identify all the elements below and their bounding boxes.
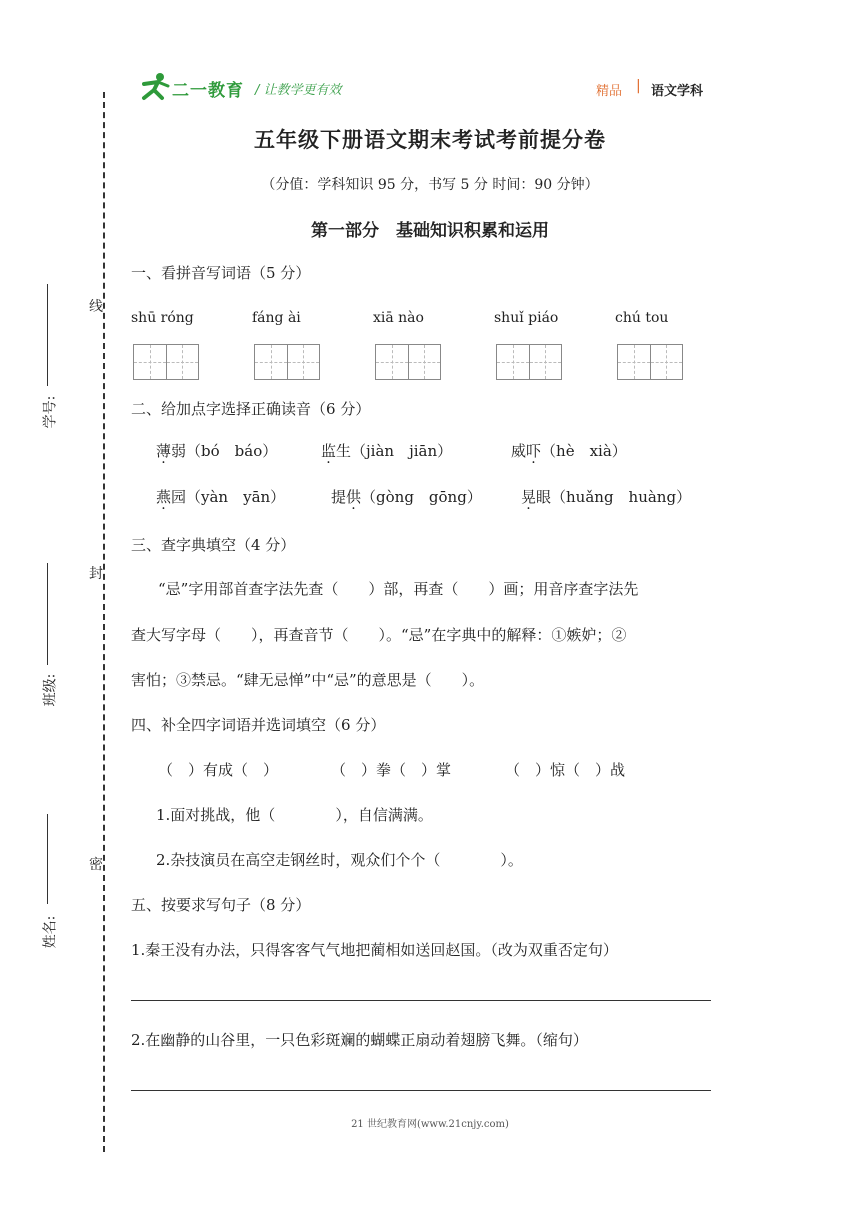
page-title: 五年级下册语文期末考试考前提分卷: [254, 128, 606, 152]
pinyin-3: xiā nào: [373, 310, 424, 326]
pinyin-1: shū róng: [131, 310, 194, 326]
reading-item: 晃眼（huǎng huàng）: [521, 488, 692, 506]
q4-sentence-2: 2.杂技演员在高空走钢丝时，观众们个个（ ）。: [156, 851, 523, 869]
class-line[interactable]: [47, 563, 48, 665]
subject-tag: 语文学科: [651, 84, 704, 99]
reading-item: 威吓（hè xià）: [511, 442, 627, 460]
q3-text-line3: 害怕；③禁忌。“肆无忌惮”中“忌”的意思是（ ）。: [131, 671, 485, 689]
answer-line[interactable]: [131, 1090, 711, 1091]
q5-sentence-2: 2.在幽静的山谷里，一只色彩斑斓的蝴蝶正扇动着翅膀飞舞。（缩句）: [131, 1031, 588, 1049]
page-footer: 21 世纪教育网(www.21cnjy.com): [351, 1119, 509, 1130]
reading-item: 燕园（yàn yān）: [156, 488, 286, 506]
q3-text-line2: 查大写字母（ ），再查音节（ ）。“忌”在字典中的解释：①嫉妒；②: [131, 626, 627, 644]
pinyin-4: shuǐ piáo: [494, 310, 559, 326]
student-id-line[interactable]: [47, 284, 48, 386]
reading-item: 监生（jiàn jiān）: [321, 442, 453, 460]
q4-heading: 四、补全四字词语并选词填空（6 分）: [131, 716, 386, 734]
tag-separator: |: [636, 78, 641, 94]
q1-heading: 一、看拼音写词语（5 分）: [131, 264, 311, 282]
quality-tag: 精品: [596, 84, 623, 99]
q5-heading: 五、按要求写句子（8 分）: [131, 896, 311, 914]
binding-line: [103, 92, 105, 1152]
reading-item: 提供（gòng gōng）: [331, 488, 482, 506]
writing-grid[interactable]: [617, 344, 683, 380]
part-heading: 第一部分 基础知识积累和运用: [311, 221, 549, 241]
binding-char-feng: 封: [89, 557, 103, 589]
student-id-label: 学号:: [42, 395, 59, 429]
answer-line[interactable]: [131, 1000, 711, 1001]
reading-item: 薄弱（bó báo）: [156, 442, 278, 460]
writing-grid[interactable]: [133, 344, 199, 380]
q4-sentence-1: 1.面对挑战，他（ ），自信满满。: [156, 806, 433, 824]
brand-slogan: / 让教学更有效: [255, 83, 342, 98]
q3-text-line1: “忌”字用部首查字法先查（ ）部，再查（ ）画；用音序查字法先: [158, 580, 639, 598]
page-subtitle: （分值：学科知识 95 分，书写 5 分 时间：90 分钟）: [261, 177, 599, 193]
binding-char-xian: 线: [89, 290, 103, 322]
writing-grid[interactable]: [254, 344, 320, 380]
writing-grid[interactable]: [375, 344, 441, 380]
brand-name: 二一教育: [172, 81, 244, 101]
name-line[interactable]: [47, 814, 48, 904]
class-label: 班级:: [42, 673, 59, 707]
idiom-item: （ ）拳（ ）掌: [331, 761, 452, 779]
q5-sentence-1: 1.秦王没有办法，只得客客气气地把蔺相如送回赵国。（改为双重否定句）: [131, 941, 618, 959]
binding-char-mi: 密: [89, 848, 103, 880]
name-label: 姓名:: [42, 915, 59, 949]
pinyin-2: fáng ài: [252, 310, 301, 326]
writing-grid[interactable]: [496, 344, 562, 380]
runner-logo-icon: [138, 72, 172, 102]
idiom-item: （ ）有成（ ）: [158, 761, 279, 779]
idiom-item: （ ）惊（ ）战: [505, 761, 626, 779]
q3-heading: 三、查字典填空（4 分）: [131, 536, 296, 554]
q2-heading: 二、给加点字选择正确读音（6 分）: [131, 400, 371, 418]
pinyin-5: chú tou: [615, 310, 669, 326]
